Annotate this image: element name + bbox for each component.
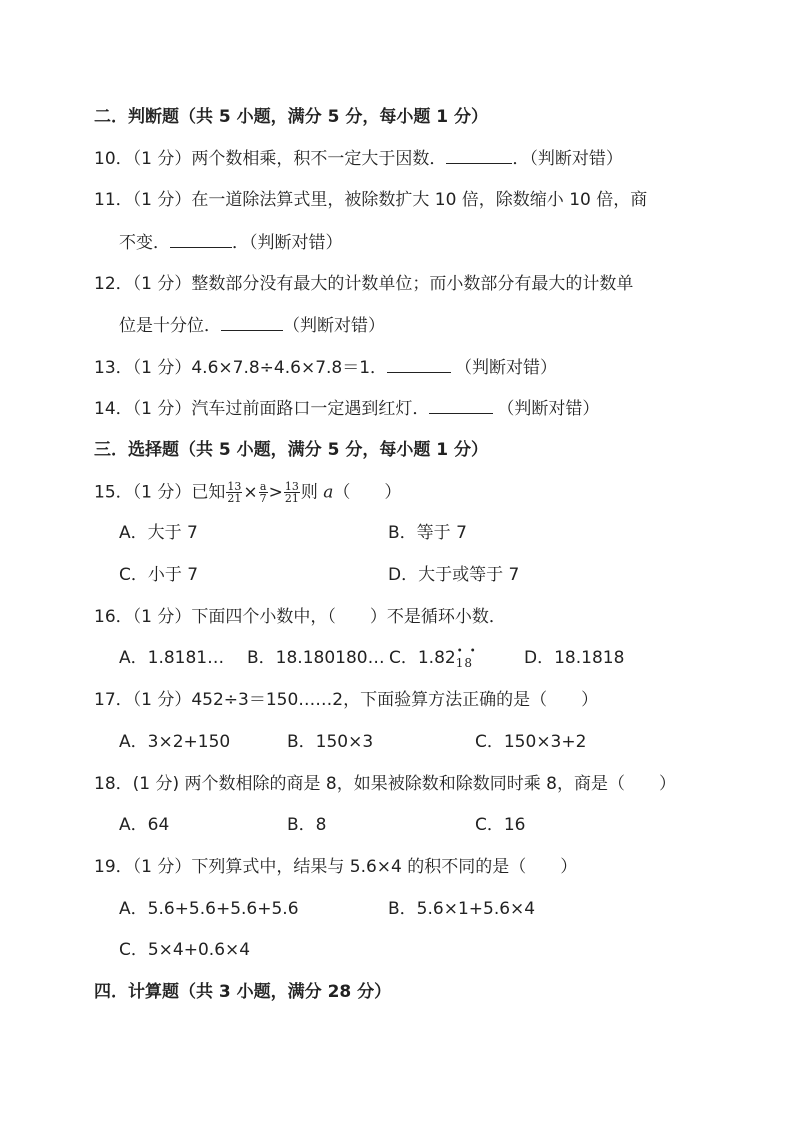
then-text: 则	[300, 482, 318, 503]
question-text: 不变．	[119, 233, 170, 253]
question-text: 13．（1 分）4.6×7.8÷4.6×7.8＝1．	[94, 358, 388, 378]
answer-blank[interactable]	[221, 314, 283, 331]
repeating-digits: • • 18	[456, 652, 473, 674]
question-text: 15．（1 分）已知	[94, 482, 226, 503]
question-13	[94, 356, 557, 379]
question-19: 19．（1 分）下列算式中，结果与 5.6×4 的积不同的是（ ）	[94, 857, 578, 877]
question-14	[94, 397, 599, 420]
option-16-a[interactable]: A．1.8181…	[119, 648, 225, 668]
option-19-a[interactable]: A．5.6+5.6+5.6+5.6	[119, 899, 299, 919]
times-sign: ×	[243, 482, 258, 503]
question-text: 14．（1 分）汽车过前面路口一定遇到红灯．	[94, 399, 430, 419]
option-15-b[interactable]: B．等于 7	[388, 523, 467, 543]
question-suffix: ．（判断对错）	[232, 233, 343, 253]
variable-a: a	[323, 482, 334, 503]
option-19-b[interactable]: B．5.6×1+5.6×4	[388, 899, 536, 919]
question-12-line1: 12．（1 分）整数部分没有最大的计数单位；而小数部分有最大的计数单	[94, 274, 634, 294]
answer-blank[interactable]	[387, 356, 451, 373]
section-heading-calculation: 四．计算题（共 3 小题，满分 28 分）	[94, 982, 392, 1002]
option-16-b[interactable]: B．18.180180…	[247, 648, 385, 668]
option-17-b[interactable]: B．150×3	[287, 732, 374, 752]
answer-blank[interactable]	[429, 397, 493, 414]
question-11-line1: 11．（1 分）在一道除法算式里，被除数扩大 10 倍，除数缩小 10 倍，商	[94, 190, 648, 210]
question-suffix: （判断对错）	[497, 399, 600, 419]
option-17-c[interactable]: C．150×3+2	[475, 732, 587, 752]
repeat-dots: • •	[456, 646, 478, 657]
question-text: 10．（1 分）两个数相乘，积不一定大于因数．	[94, 149, 447, 169]
question-18: 18．(1 分) 两个数相除的商是 8，如果被除数和除数同时乘 8，商是（ ）	[94, 774, 676, 794]
answer-blank[interactable]	[170, 231, 232, 248]
option-18-a[interactable]: A．64	[119, 815, 170, 835]
fraction: $\frac{a}{7}$	[259, 480, 267, 505]
option-15-a[interactable]: A．大于 7	[119, 523, 198, 543]
question-15	[94, 481, 401, 504]
question-11-line2	[119, 231, 343, 254]
question-12-line2	[119, 314, 385, 337]
option-18-b[interactable]: B．8	[287, 815, 327, 835]
answer-blank[interactable]	[446, 147, 512, 164]
option-17-a[interactable]: A．3×2+150	[119, 732, 231, 752]
question-suffix: ．（判断对错）	[512, 149, 623, 169]
option-19-c[interactable]: C．5×4+0.6×4	[119, 940, 251, 960]
option-15-d[interactable]: D．大于或等于 7	[388, 565, 520, 585]
question-10	[94, 147, 623, 170]
section-heading-choice: 三．选择题（共 5 小题，满分 5 分，每小题 1 分）	[94, 440, 488, 460]
answer-paren[interactable]: （ ）	[333, 482, 402, 503]
section-heading-judgement: 二．判断题（共 5 小题，满分 5 分，每小题 1 分）	[94, 107, 488, 127]
fraction: $\frac{13}{21}$	[227, 480, 242, 505]
question-17: 17．（1 分）452÷3＝150……2，下面验算方法正确的是（ ）	[94, 690, 599, 710]
question-text: 位是十分位．	[119, 316, 221, 336]
question-suffix: （判断对错）	[283, 316, 385, 336]
greater-sign: >	[268, 482, 283, 503]
question-suffix: （判断对错）	[455, 358, 558, 378]
fraction: $\frac{13}{21}$	[284, 480, 299, 505]
question-16: 16．（1 分）下面四个小数中，（ ）不是循环小数．	[94, 607, 506, 627]
option-16-d[interactable]: D．18.1818	[524, 648, 625, 668]
option-16-c[interactable]: C．1.82 • • 18	[389, 647, 473, 674]
option-18-c[interactable]: C．16	[475, 815, 526, 835]
option-15-c[interactable]: C．小于 7	[119, 565, 199, 585]
